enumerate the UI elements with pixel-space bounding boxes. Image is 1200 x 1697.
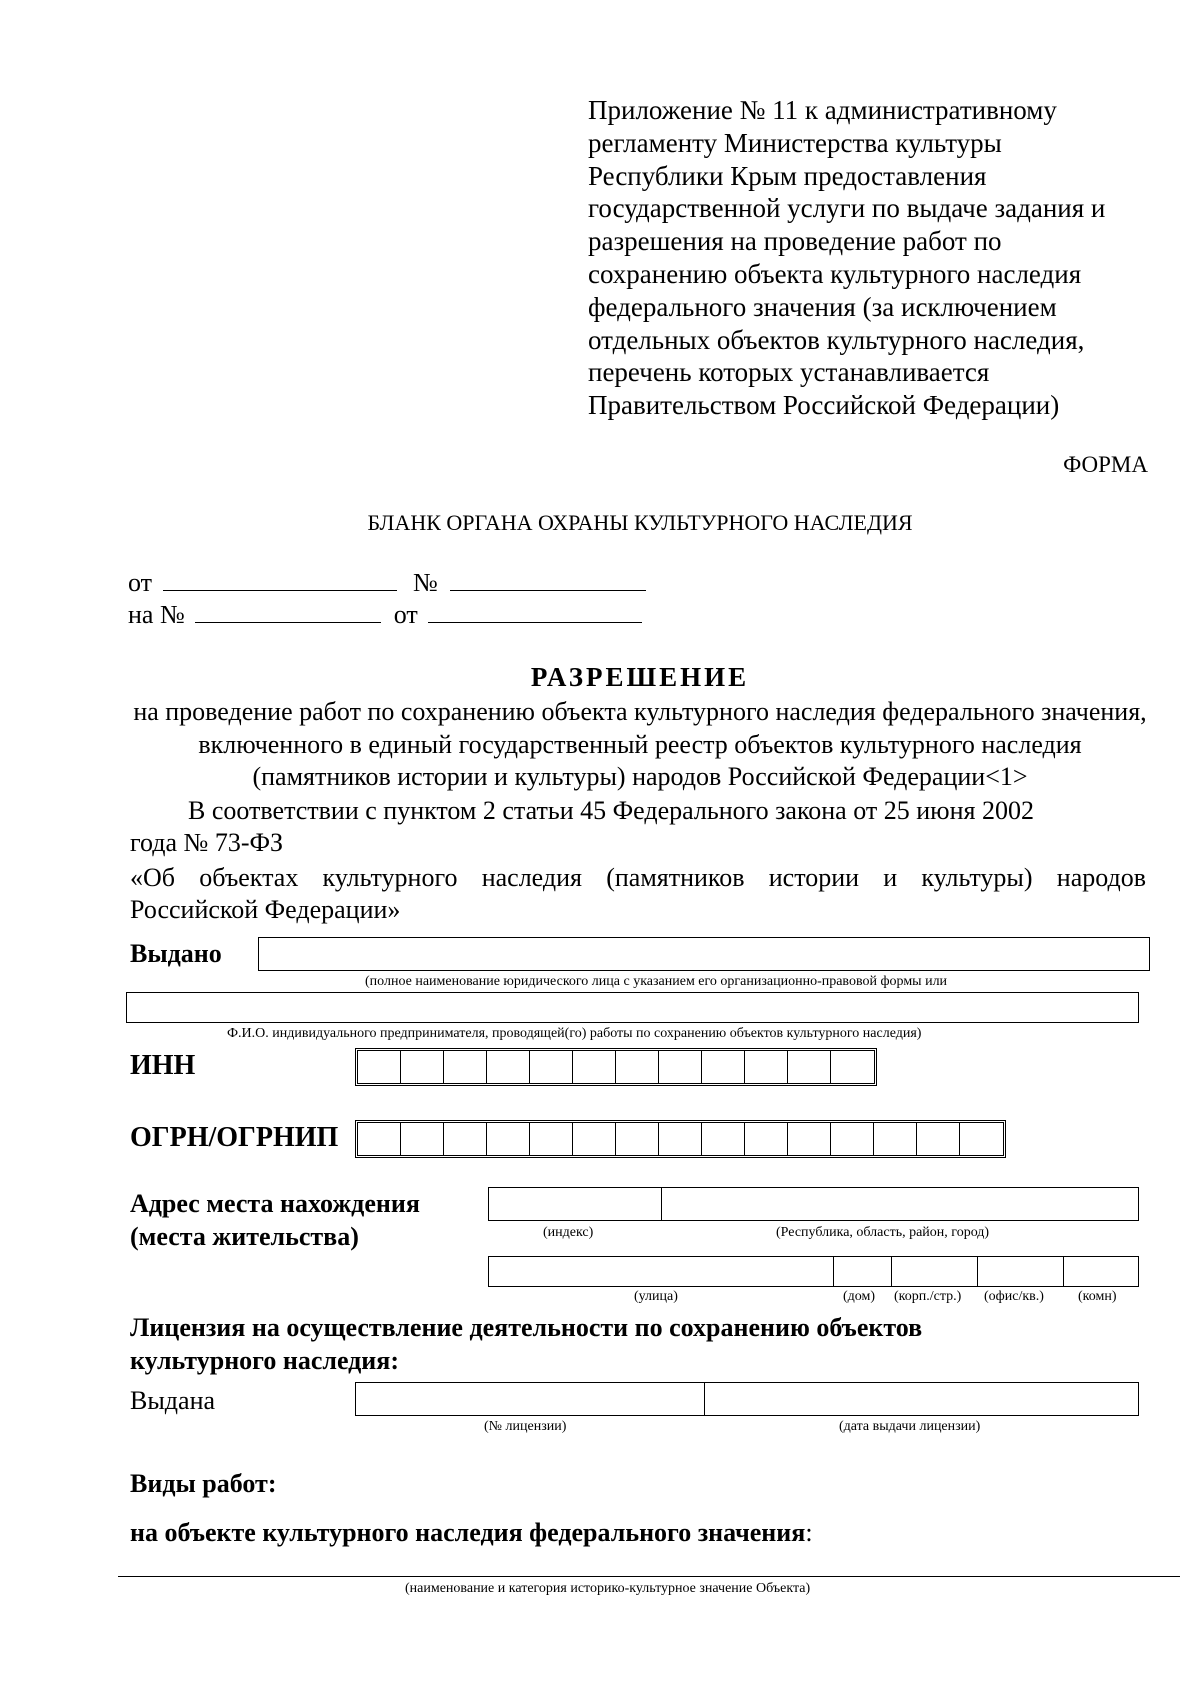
ogrn-digit-cell[interactable] <box>401 1123 444 1155</box>
ogrn-digit-cell[interactable] <box>616 1123 659 1155</box>
inn-digit-cell[interactable] <box>487 1051 530 1083</box>
ogrn-digit-cell[interactable] <box>573 1123 616 1155</box>
legal-basis-line4: Российской Федерации» <box>130 895 401 924</box>
issued-to-field-2[interactable] <box>126 992 1139 1023</box>
works-object-colon: : <box>805 1518 813 1547</box>
address-row-1 <box>488 1187 1139 1221</box>
inn-digit-cell[interactable] <box>702 1051 745 1083</box>
annex-line: Правительством Российской Федерации) <box>588 390 1060 421</box>
building-hint: (корп./стр.) <box>894 1289 962 1304</box>
blank-header: БЛАНК ОРГАНА ОХРАНЫ КУЛЬТУРНОГО НАСЛЕДИЯ <box>367 510 913 535</box>
region-field[interactable] <box>663 1188 1138 1220</box>
ogrn-digit-cell[interactable] <box>659 1123 702 1155</box>
ogrn-digit-cell[interactable] <box>917 1123 960 1155</box>
object-hint: (наименование и категория историко-культурное значение Объекта) <box>405 1581 811 1596</box>
inn-digit-cell[interactable] <box>745 1051 788 1083</box>
issued-to-hint-1: (полное наименование юридического лица с указанием его организационно-правовой формы или <box>365 974 948 989</box>
room-hint: (комн) <box>1078 1289 1117 1304</box>
issued-to-hint-2: Ф.И.О. индивидуального предпринимателя, проводящей(го) работы по сохранению объектов культурного наследия) <box>227 1026 922 1041</box>
address-row-2 <box>488 1256 1139 1287</box>
annex-line: государственной услуги по выдаче задания и <box>588 193 1106 224</box>
legal-basis-line1: В соответствии с пунктом 2 статьи 45 Федерального закона от 25 июня 2002 <box>188 796 1034 825</box>
room-field[interactable] <box>1065 1257 1138 1286</box>
inn-digit-cell[interactable] <box>358 1051 401 1083</box>
ogrn-digit-cell[interactable] <box>788 1123 831 1155</box>
annex-line: перечень которых устанавливается <box>588 357 990 388</box>
house-hint: (дом) <box>843 1289 876 1304</box>
from-label: от <box>128 568 153 597</box>
inn-digit-cell[interactable] <box>788 1051 831 1083</box>
index-field[interactable] <box>489 1188 661 1220</box>
inn-digit-cell[interactable] <box>831 1051 874 1083</box>
license-heading-1: Лицензия на осуществление деятельности по сохранению объектов <box>130 1313 923 1342</box>
legal-basis-line2: года № 73-ФЗ <box>130 828 284 857</box>
street-field[interactable] <box>489 1257 833 1286</box>
office-field[interactable] <box>979 1257 1063 1286</box>
annex-line: регламенту Министерства культуры <box>588 127 1002 158</box>
works-label: Виды работ: <box>130 1469 277 1498</box>
form-label: ФОРМА <box>1063 452 1148 477</box>
address-label-1: Адрес места нахождения <box>130 1189 420 1218</box>
legal-basis-line3: «Об объектах культурного наследия (памятников истории и культуры) народов <box>130 863 1146 892</box>
ogrn-digit-cell[interactable] <box>444 1123 487 1155</box>
ogrn-digit-cell[interactable] <box>530 1123 573 1155</box>
index-hint: (индекс) <box>543 1225 594 1240</box>
on-number-label: на № <box>128 600 185 629</box>
license-date-hint: (дата выдачи лицензии) <box>839 1419 981 1434</box>
inn-digit-cell[interactable] <box>616 1051 659 1083</box>
annex-line: Приложение № 11 к административному <box>588 95 1057 125</box>
inn-digit-cell[interactable] <box>659 1051 702 1083</box>
license-number-hint: (№ лицензии) <box>484 1419 567 1434</box>
issued-to-label: Выдано <box>130 939 222 968</box>
ogrn-digit-cell[interactable] <box>702 1123 745 1155</box>
license-issued-label: Выдана <box>130 1386 216 1415</box>
address-label-2: (места жительства) <box>130 1222 359 1251</box>
building-field[interactable] <box>893 1257 977 1286</box>
works-object-label: на объекте культурного наследия федерального значения <box>130 1518 806 1547</box>
house-field[interactable] <box>835 1257 891 1286</box>
ogrn-label: ОГРН/ОГРНИП <box>130 1122 339 1153</box>
works-object-line <box>130 1518 813 1548</box>
annex-line: отдельных объектов культурного наследия, <box>588 324 1085 355</box>
license-heading-2: культурного наследия: <box>130 1346 400 1375</box>
from2-label: от <box>393 600 418 629</box>
street-hint: (улица) <box>634 1289 678 1304</box>
inn-digit-cell[interactable] <box>444 1051 487 1083</box>
requisites-row-1 <box>128 568 646 598</box>
subtitle: на проведение работ по сохранению объекта культурного наследия федерального значения, включенного в единый государственный реестр объектов культурного наследия (памятников истории и культуры) народов Российской Федерации<1> <box>133 697 1147 791</box>
from2-date-field[interactable] <box>428 600 642 623</box>
date-field[interactable] <box>163 568 397 591</box>
annex-line: Республики Крым предоставления <box>588 160 987 191</box>
inn-digit-cell[interactable] <box>530 1051 573 1083</box>
requisites-row-2 <box>128 600 642 630</box>
number-label: № <box>413 568 438 597</box>
region-hint: (Республика, область, район, город) <box>776 1225 990 1240</box>
inn-cells[interactable] <box>355 1048 877 1086</box>
office-hint: (офис/кв.) <box>984 1289 1044 1304</box>
page-title: РАЗРЕШЕНИЕ <box>530 662 750 692</box>
ogrn-digit-cell[interactable] <box>358 1123 401 1155</box>
license-row <box>355 1382 1139 1416</box>
inn-digit-cell[interactable] <box>573 1051 616 1083</box>
inn-digit-cell[interactable] <box>401 1051 444 1083</box>
ogrn-digit-cell[interactable] <box>831 1123 874 1155</box>
ogrn-cells[interactable] <box>355 1120 1006 1158</box>
annex-line: сохранению объекта культурного наследия <box>588 258 1082 289</box>
ogrn-digit-cell[interactable] <box>487 1123 530 1155</box>
inn-label: ИНН <box>130 1050 196 1081</box>
annex-line: разрешения на проведение работ по <box>588 226 1002 257</box>
ogrn-digit-cell[interactable] <box>745 1123 788 1155</box>
ogrn-digit-cell[interactable] <box>960 1123 1003 1155</box>
issued-to-field[interactable] <box>258 937 1150 971</box>
number-field[interactable] <box>450 568 646 591</box>
license-number-field[interactable] <box>356 1383 704 1415</box>
on-number-field[interactable] <box>195 600 381 623</box>
object-field-line[interactable] <box>118 1576 1180 1577</box>
annex-line: федерального значения (за исключением <box>588 291 1057 322</box>
annex-text <box>588 94 1148 422</box>
license-date-field[interactable] <box>706 1383 1138 1415</box>
ogrn-digit-cell[interactable] <box>874 1123 917 1155</box>
